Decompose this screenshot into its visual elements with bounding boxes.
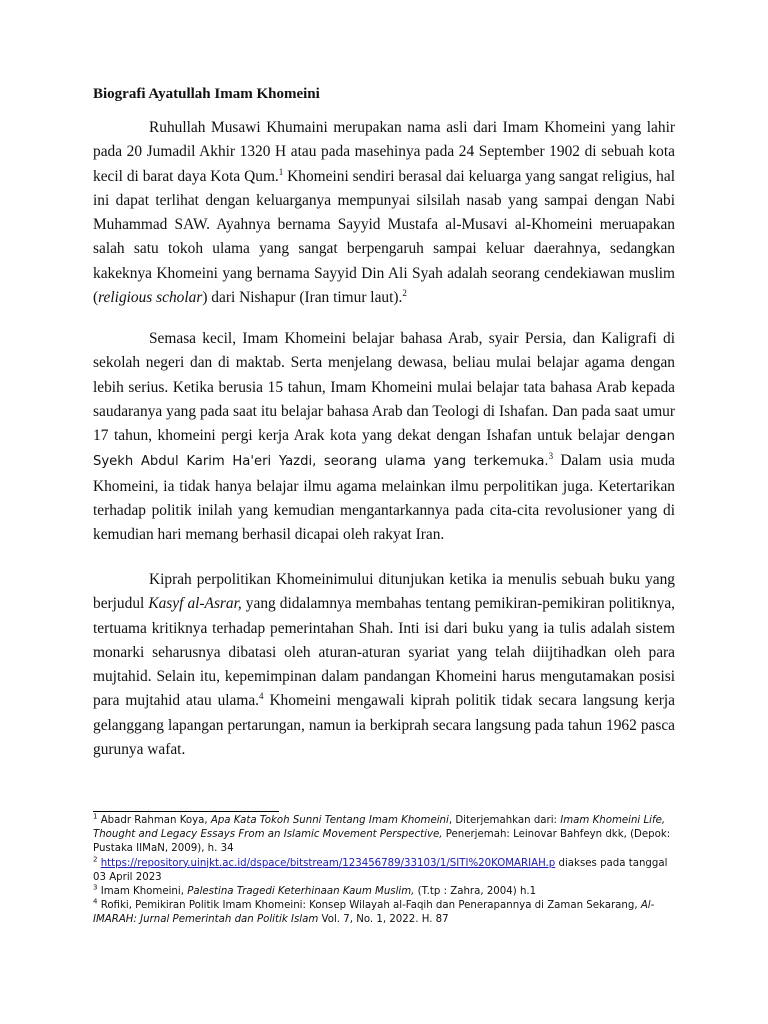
footnote-4-text-b: Vol. 7, No. 1, 2022. H. 87: [318, 914, 449, 926]
footnote-1: [93, 814, 678, 857]
p2-text-a: Semasa kecil, Imam Khomeini belajar bahasa Arab, syair Persia, dan Kaligrafi di sekolah negeri dan di maktab. Serta menjelang dewasa, beliau mulai belajar agama dengan lebih serius. Ketika berusia 15 tahun, Imam Khomeini mulai belajar tata bahasa Arab kepada saudaranya yang pada saat itu belajar bahasa Arab dan Teologi di Ishafan. Dan pada saat umur 17 tahun, khomeini pergi kerja Arak kota yang dekat dengan Ishafan untuk belajar: [93, 330, 675, 445]
footnote-3-title: Palestina Tragedi Keterhinaan Kaum Muslim,: [187, 886, 415, 898]
footnote-ref-2[interactable]: 2: [402, 287, 407, 298]
paragraph-1: [93, 116, 675, 310]
footnote-1-title: Apa Kata Tokoh Sunni Tentang Imam Khomeini: [210, 815, 449, 826]
footnote-3-text-b: (T.tp : Zahra, 2004) h.1: [414, 886, 537, 898]
footnote-1-number: 1: [93, 812, 98, 821]
footnote-1-text-c: Penerjemah: Leinovar Bahfeyn dkk, (Depok: Pustaka IIMaN, 2009), h. 34: [93, 829, 671, 855]
footnote-3-text-a: Imam Khomeini,: [97, 886, 188, 898]
footnote-separator: [93, 811, 279, 812]
footnote-ref-3[interactable]: 3: [548, 451, 554, 462]
footnote-2-number: 2: [93, 855, 98, 864]
p1-italic-term: religious scholar: [98, 289, 203, 307]
paragraph-2: [93, 327, 675, 548]
p3-text-a: Kiprah perpolitikan Khomeinimului ditunjukan ketika ia menulis sebuah buku yang berjudul: [93, 571, 675, 613]
footnote-4-text-a: Rofiki, Pemikiran Politik Imam Khomeini: Konsep Wilayah al-Faqih dan Penerapannya di Zaman Sekarang,: [97, 900, 641, 912]
footnote-ref-1[interactable]: 1: [278, 166, 284, 177]
footnote-4: [93, 899, 678, 927]
p3-book-title: Kasyf al-Asrar,: [148, 595, 242, 613]
footnote-2-text: diakses pada tanggal 03 April 2023: [93, 857, 668, 883]
footnote-3: [93, 885, 678, 899]
document-title: Biografi Ayatullah Imam Khomeini: [93, 86, 320, 102]
p2-text-b: Dalam usia muda Khomeini, ia tidak hanya belajar ilmu agama melainkan ilmu perpolitikan juga. Ketertarikan terhadap politik inilah yang kemudian mengantarkannya pada cita-cita revolusioner yang di kemudian hari memang berhasil dicapai oleh rakyat Iran.: [93, 452, 675, 544]
p3-text-c: Khomeini mengawali kiprah politik tidak secara langsung kerja gelanggang lapangan pertarungan, namun ia berkiprah secara langsung pada tahun 1962 pasca gurunya wafat.: [93, 692, 675, 759]
p3-text-b: yang didalamnya membahas tentang pemikiran-pemikiran politiknya, tertuama kritiknya terhadap pemerintahan Shah. Inti isi dari buku yang ia tulis adalah sistem monarki seharusnya dibatasi oleh aturan-aturan syariat yang telah diijtihadkan oleh para mujtahid. Selain itu, kepemimpinan dalam pandangan Khomeini harus mengutamakan posisi para mujtahid atau ulama.: [93, 595, 675, 710]
p1-text-a: Ruhullah Musawi Khumaini merupakan nama asli dari Imam Khomeini yang lahir pada 20 Jumadil Akhir 1320 H atau pada masehinya pada 24 September 1902 di sebuah kota kecil di barat daya Kota Qum.: [93, 119, 675, 185]
footnote-ref-4[interactable]: 4: [259, 691, 264, 702]
footnote-2: [93, 857, 678, 885]
footnote-2-link[interactable]: https://repository.uinjkt.ac.id/dspace/bitstream/123456789/33103/1/SITI%20KOMARIAH.p: [100, 857, 556, 869]
footnote-1-original-title: Imam Khomeini Life, Thought and Legacy Essays From an Islamic Movement Perspective,: [93, 815, 666, 841]
footnote-4-journal: Al-IMARAH: Jurnal Pemerintah dan Politik Islam: [93, 900, 655, 926]
p1-text-b: Khomeini sendiri berasal dai keluarga yang sangat religius, hal ini dapat terlihat dengan keluarganya mempunyai silsilah nasab yang sampai dengan Nabi Muhammad SAW. Ayahnya bernama Sayyid Mustafa al-Musavi al-Khomeini meruapakan salah satu tokoh ulama yang sangat berpengaruh sampai keluar daerahnya, sedangkan kakeknya Khomeini yang bernama Sayyid Din Ali Syah adalah seorang cendekiawan muslim (: [93, 167, 675, 307]
footnote-1-text-b: , Diterjemahkan dari:: [448, 815, 561, 826]
footnote-1-text-a: Abadr Rahman Koya,: [97, 815, 211, 826]
footnotes: [93, 814, 678, 928]
p2-alt-font-text: dengan Syekh Abdul Karim Ha'eri Yazdi, seorang ulama yang terkemuka.: [93, 429, 675, 470]
p1-text-c: ) dari Nishapur (Iran timur laut).: [202, 289, 403, 307]
paragraph-3: [93, 568, 675, 762]
footnote-3-number: 3: [93, 883, 98, 892]
footnote-4-number: 4: [93, 897, 98, 906]
